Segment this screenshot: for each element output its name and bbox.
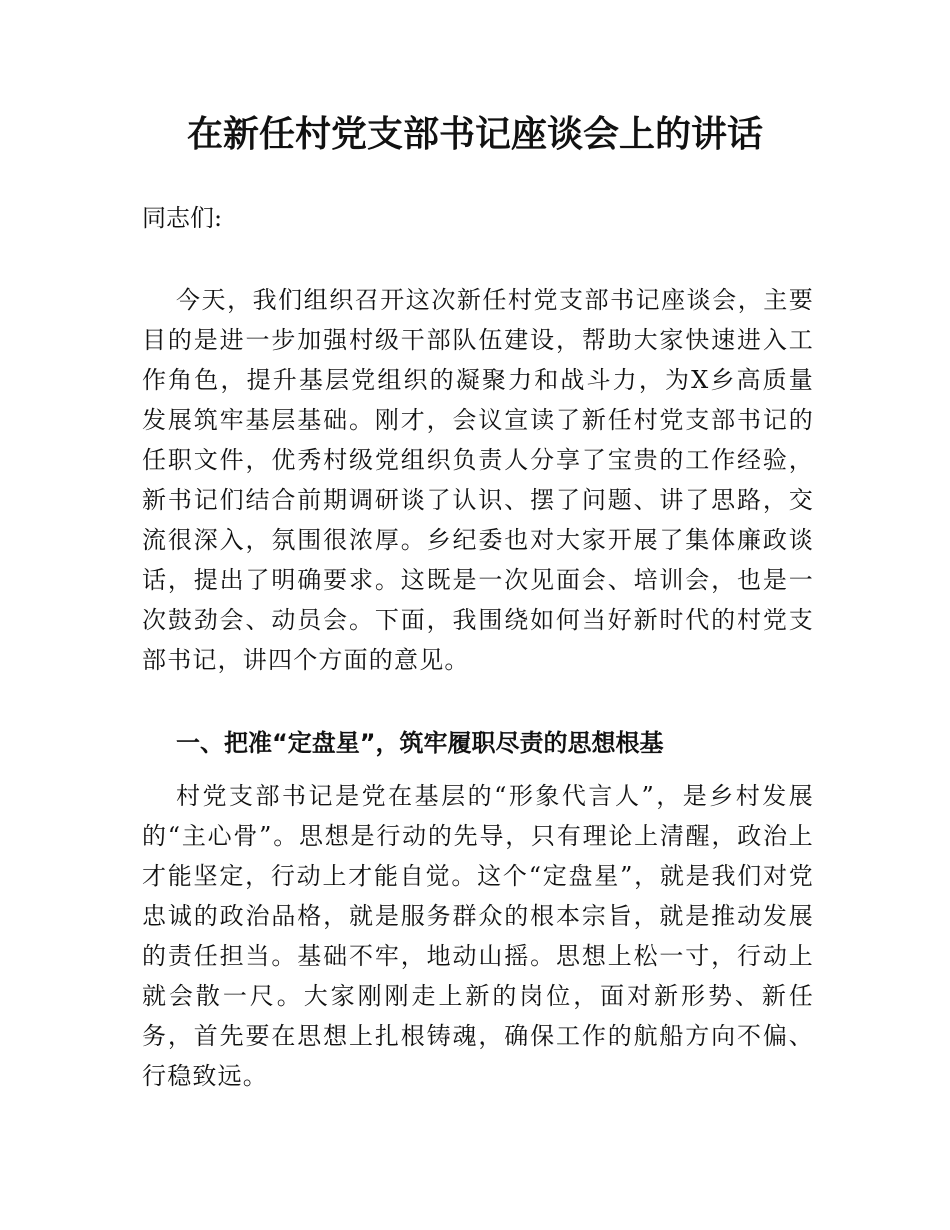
- document-title: 在新任村党支部书记座谈会上的讲话: [186, 113, 763, 155]
- paragraph-intro: 今天，我们组织召开这次新任村党支部书记座谈会，主要目的是进一步加强村级干部队伍建设，帮助大家快速进入工作角色，提升基层党组织的凝聚力和战斗力，为X乡高质量发展筑牢基层基础。刚才，会议宣读了新任村党支部书记的任职文件，优秀村级党组织负责人分享了宝贵的工作经验，新书记们结合前期调研谈了认识、摆了问题、讲了思路，交流很深入，氛围很浓厚。乡纪委也对大家开展了集体廉政谈话，提出了明确要求。这既是一次见面会、培训会，也是一次鼓劲会、动员会。下面，我围绕如何当好新时代的村党支部书记，讲四个方面的意见。: [142, 286, 814, 674]
- section-heading-1: 一、把准“定盘星”，筑牢履职尽责的思想根基: [176, 729, 664, 757]
- salutation: 同志们:: [142, 204, 223, 232]
- paragraph-section-1: 村党支部书记是党在基层的“形象代言人”，是乡村发展的“主心骨”。思想是行动的先导，只有理论上清醒，政治上才能坚定，行动上才能自觉。这个“定盘星”，就是我们对党忠诚的政治品格，就是服务群众的根本宗旨，就是推动发展的责任担当。基础不牢，地动山摇。思想上松一寸，行动上就会散一尺。大家刚刚走上新的岗位，面对新形势、新任务，首先要在思想上扎根铸魂，确保工作的航船方向不偏、行稳致远。: [142, 782, 814, 1090]
